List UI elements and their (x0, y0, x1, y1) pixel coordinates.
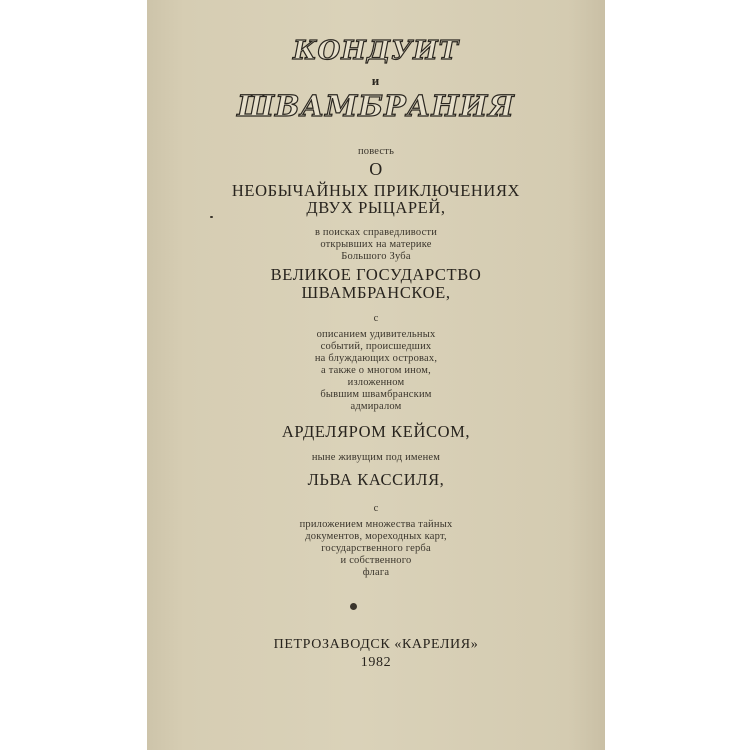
appendix-line1: приложением множества тайных (299, 519, 453, 530)
adventures-line1: НЕОБЫЧАЙНЫХ ПРИКЛЮЧЕНИЯХ (231, 181, 521, 200)
admiral-name: АРДЕЛЯРОМ КЕЙСОМ, (281, 422, 471, 441)
description-line6: бывшим швамбранским (320, 389, 432, 400)
author-name: ЛЬВА КАССИЛЯ, (307, 470, 445, 489)
adventures-line2: ДВУХ РЫЦАРЕЙ, (306, 198, 446, 217)
state-line1: ВЕЛИКОЕ ГОСУДАРСТВО (270, 265, 482, 284)
appendix-line4: и собственного (340, 555, 412, 566)
with-label-2: с (373, 503, 379, 514)
description-line3: на блуждающих островах, (314, 353, 438, 364)
appendix-line2: документов, мореходных карт, (305, 531, 447, 542)
book-title-line1: КОНДУИТ (293, 36, 459, 66)
book-title-conjunction: и (371, 73, 381, 88)
description-line1: описанием удивительных (316, 329, 436, 340)
title-page (147, 0, 605, 750)
state-line2: ШВАМБРАНСКОЕ, (301, 283, 451, 302)
search-line1: в поисках справедливости (314, 227, 438, 238)
search-line3: Большого Зуба (341, 251, 411, 262)
ornament-dot (350, 603, 357, 610)
book-title-line2: ШВАМБРАНИЯ (237, 89, 515, 123)
publisher-imprint: ПЕТРОЗАВОДСК «КАРЕЛИЯ» (273, 637, 479, 652)
description-line7: адмиралом (350, 401, 402, 412)
about-letter: О (369, 159, 383, 179)
with-label-1: с (373, 313, 379, 324)
description-line4: а также о многом ином, (321, 365, 431, 376)
description-line5: изложенном (347, 377, 405, 388)
appendix-line5: флага (362, 567, 390, 578)
description-line2: событий, происшедших (320, 341, 432, 352)
print-speck (210, 216, 213, 218)
living-under-name-line: ныне живущим под именем (311, 452, 441, 463)
publication-year: 1982 (360, 655, 392, 670)
search-line2: открывших на материке (320, 239, 432, 250)
appendix-line3: государственного герба (321, 543, 431, 554)
genre-label: повесть (357, 146, 395, 157)
